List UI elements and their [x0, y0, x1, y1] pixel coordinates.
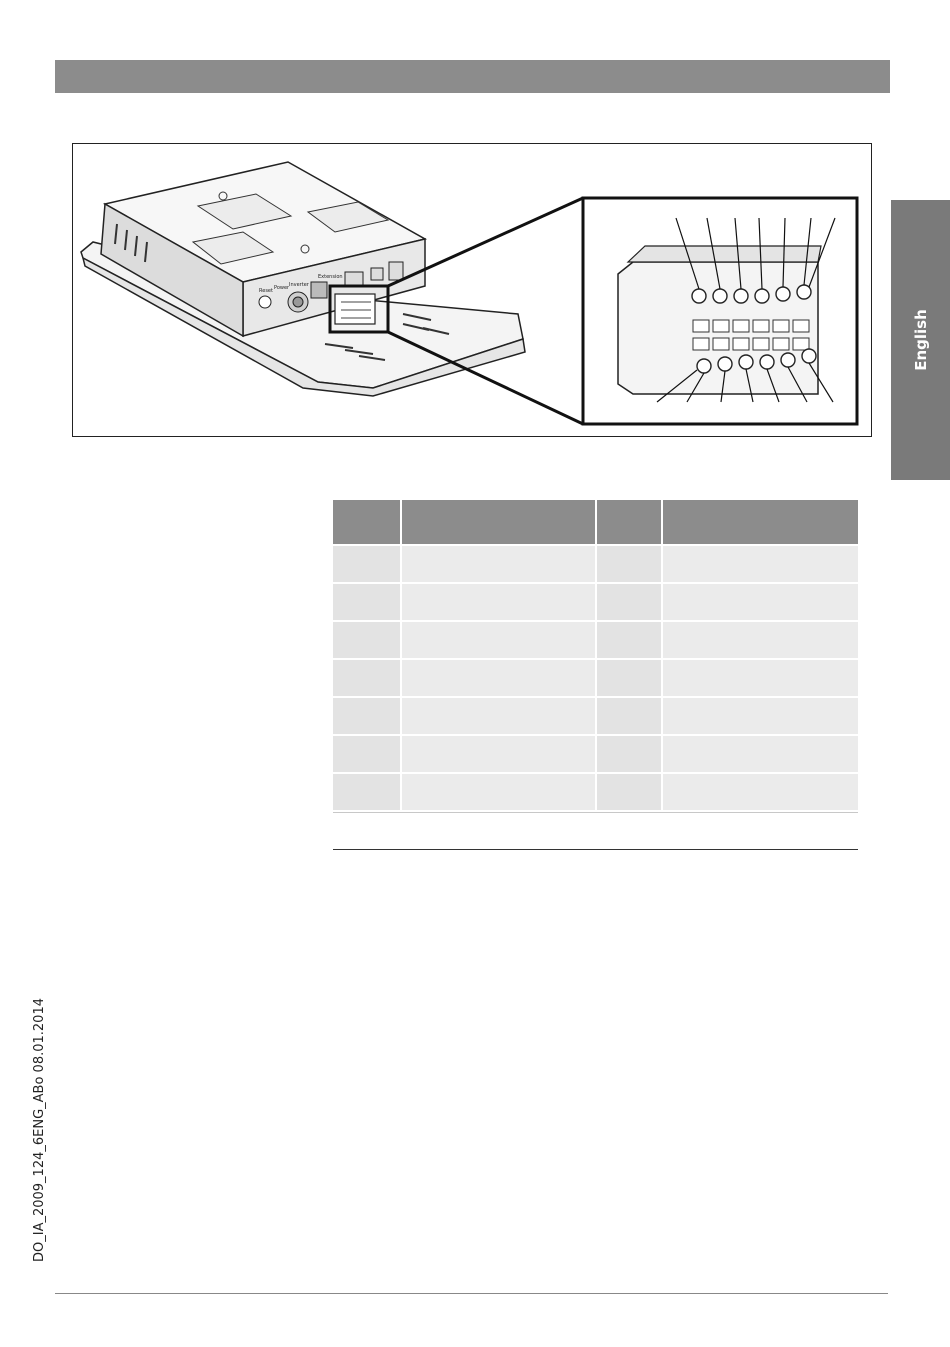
table-header-cell: [662, 500, 858, 545]
label-extension: Extension: [318, 274, 343, 280]
table-row: [333, 735, 858, 773]
table-cell: [333, 583, 401, 621]
section-rule: [333, 849, 858, 850]
table-cell: [662, 583, 858, 621]
table-cell: [333, 697, 401, 735]
label-power: Power: [274, 285, 290, 291]
label-reset: Reset: [259, 288, 273, 294]
table-bottom-rule: [333, 812, 858, 813]
header-bar: [55, 60, 890, 93]
table-cell: [333, 621, 401, 659]
table-cell: [596, 773, 662, 810]
document-code: DO_IA_2009_124_6ENG_ABo 08.01.2014: [32, 998, 47, 1262]
table-cell: [401, 659, 596, 697]
table-cell: [596, 545, 662, 583]
table-row: [333, 659, 858, 697]
table-cell: [401, 735, 596, 773]
language-tab: [891, 200, 950, 480]
table-cell: [401, 545, 596, 583]
table-header-cell: [596, 500, 662, 545]
table-cell: [401, 697, 596, 735]
device-illustration: [73, 144, 873, 438]
table-cell: [662, 697, 858, 735]
table-cell: [596, 621, 662, 659]
table-cell: [401, 621, 596, 659]
table-cell: [333, 545, 401, 583]
table-row: [333, 545, 858, 583]
table-cell: [596, 735, 662, 773]
table-cell: [333, 659, 401, 697]
table-cell: [662, 735, 858, 773]
table-cell: [401, 583, 596, 621]
pin-assignment-table: [333, 500, 858, 810]
table-cell: [662, 773, 858, 810]
table-header-cell: [401, 500, 596, 545]
table-cell: [662, 659, 858, 697]
footer-rule: [55, 1293, 888, 1294]
language-tab-label: English: [911, 309, 930, 371]
table-cell: [333, 773, 401, 810]
table-cell: [596, 659, 662, 697]
table-cell: [596, 697, 662, 735]
table-cell: [333, 735, 401, 773]
table-cell: [662, 621, 858, 659]
device-figure: [72, 143, 872, 437]
table-row: [333, 621, 858, 659]
label-inverter: Inverter: [289, 282, 309, 288]
table-header-row: [333, 500, 858, 545]
table-cell: [662, 545, 858, 583]
table-cell: [596, 583, 662, 621]
table-row: [333, 697, 858, 735]
table-cell: [401, 773, 596, 810]
table-row: [333, 583, 858, 621]
table-header-cell: [333, 500, 401, 545]
table-row: [333, 773, 858, 810]
